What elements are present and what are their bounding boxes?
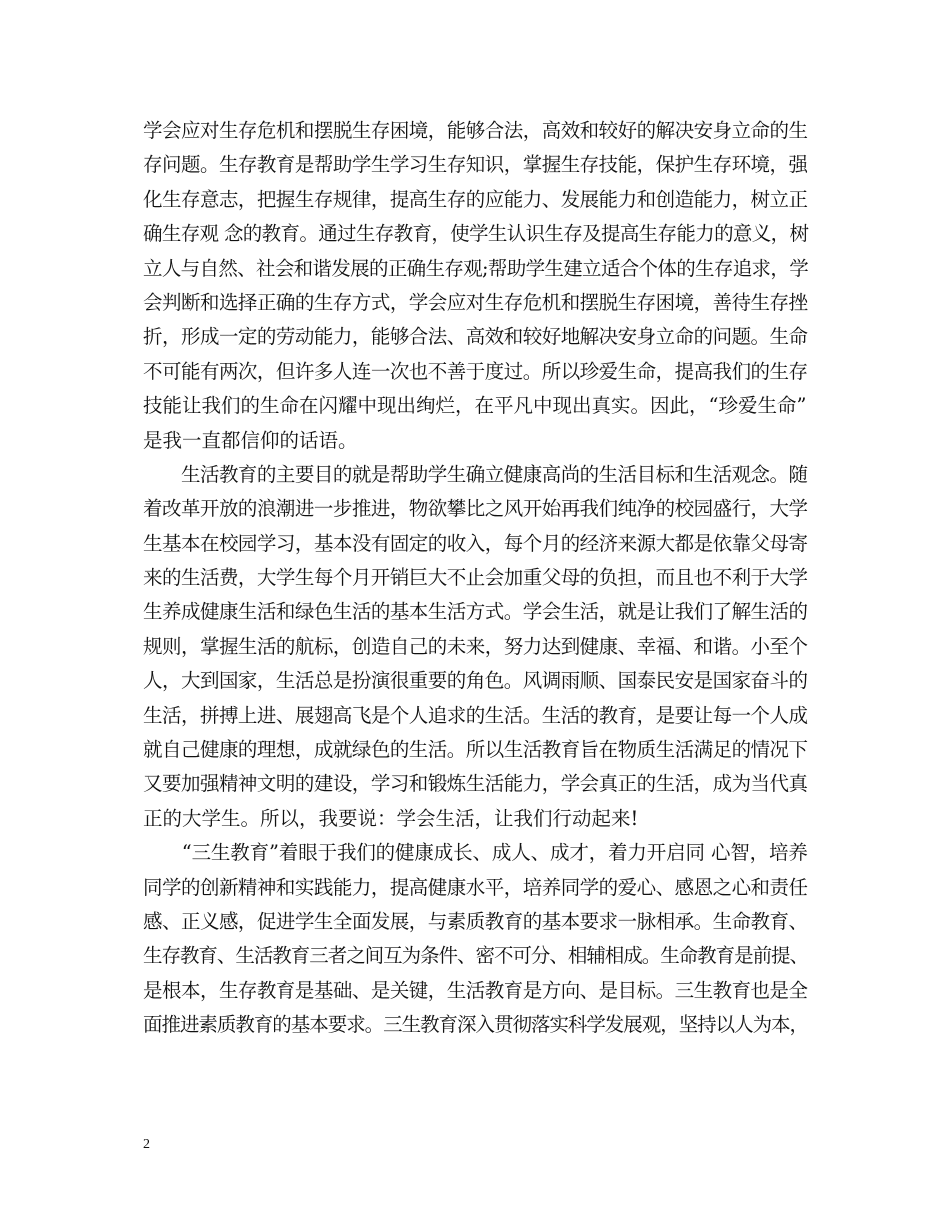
text-line: 感、正义感，促进学生全面发展，与素质教育的基本要求一脉相承。生命教育、 (143, 909, 808, 933)
text-line: 就自己健康的理想，成就绿色的生活。所以生活教育旨在物质生活满足的情况下 (143, 738, 808, 762)
text-line: 又要加强精神文明的建设，学习和锻炼生活能力，学会真正的生活，成为当代真 (143, 772, 808, 796)
text-line: 着改革开放的浪潮进一步推进，物欲攀比之风开始再我们纯净的校园盛行，大学 (143, 497, 808, 521)
text-line: 生基本在校园学习，基本没有固定的收入，每个月的经济来源大都是依靠父母寄 (143, 531, 808, 555)
text-line: 是我一直都信仰的话语。 (143, 428, 358, 452)
text-line: 生活教育的主要目的就是帮助学生确立健康高尚的生活目标和生活观念。随 (143, 462, 808, 486)
text-line: 生活，拼搏上进、展翅高飞是个人追求的生活。生活的教育，是要让每一个人成 (143, 703, 808, 727)
text-line: 确生存观 念的教育。通过生存教育，使学生认识生存及提高生存能力的意义，树 (143, 222, 809, 246)
text-line: 生养成健康生活和绿色生活的基本生活方式。学会生活，就是让我们了解生活的 (143, 600, 808, 624)
text-line: 不可能有两次，但许多人连一次也不善于度过。所以珍爱生命，提高我们的生存 (143, 359, 808, 383)
text-line: 同学的创新精神和实践能力，提高健康水平，培养同学的爱心、感恩之心和责任 (143, 875, 808, 899)
text-line: 正的大学生。所以，我要说：学会生活，让我们行动起来! (143, 806, 639, 830)
text-line: 会判断和选择正确的生存方式，学会应对生存危机和摆脱生存困境，善待生存挫 (143, 290, 808, 314)
text-line: 存问题。生存教育是帮助学生学习生存知识，掌握生存技能，保护生存环境，强 (143, 153, 808, 177)
text-line: 是根本，生存教育是基础、是关键，生活教育是方向、是目标。三生教育也是全 (143, 978, 808, 1002)
text-line: “三生教育”着眼于我们的健康成长、成人、成才，着力开启同 心智，培养 (143, 841, 808, 865)
text-line: 折，形成一定的劳动能力，能够合法、高效和较好地解决安身立命的问题。生命 (143, 325, 808, 349)
text-line: 技能让我们的生命在闪耀中现出绚烂，在平凡中现出真实。因此，“珍爱生命” (143, 394, 807, 418)
text-line: 人，大到国家，生活总是扮演很重要的角色。风调雨顺、国泰民安是国家奋斗的 (143, 669, 808, 693)
body-text (143, 114, 808, 1043)
text-line: 来的生活费，大学生每个月开销巨大不止会加重父母的负担，而且也不利于大学 (143, 566, 808, 590)
text-line: 面推进素质教育的基本要求。三生教育深入贯彻落实科学发展观，坚持以人为本， (143, 1013, 808, 1037)
text-line: 立人与自然、社会和谐发展的正确生存观;帮助学生建立适合个体的生存追求，学 (143, 256, 809, 280)
text-line: 规则，掌握生活的航标，创造自己的未来，努力达到健康、幸福、和谐。小至个 (143, 634, 808, 658)
page-number: 2 (143, 1137, 150, 1152)
text-line: 生存教育、生活教育三者之间互为条件、密不可分、相辅相成。生命教育是前提、 (143, 944, 808, 968)
text-line: 学会应对生存危机和摆脱生存困境，能够合法，高效和较好的解决安身立命的生 (143, 119, 808, 142)
text-line: 化生存意志，把握生存规律，提高生存的应能力、发展能力和创造能力，树立正 (143, 187, 808, 211)
